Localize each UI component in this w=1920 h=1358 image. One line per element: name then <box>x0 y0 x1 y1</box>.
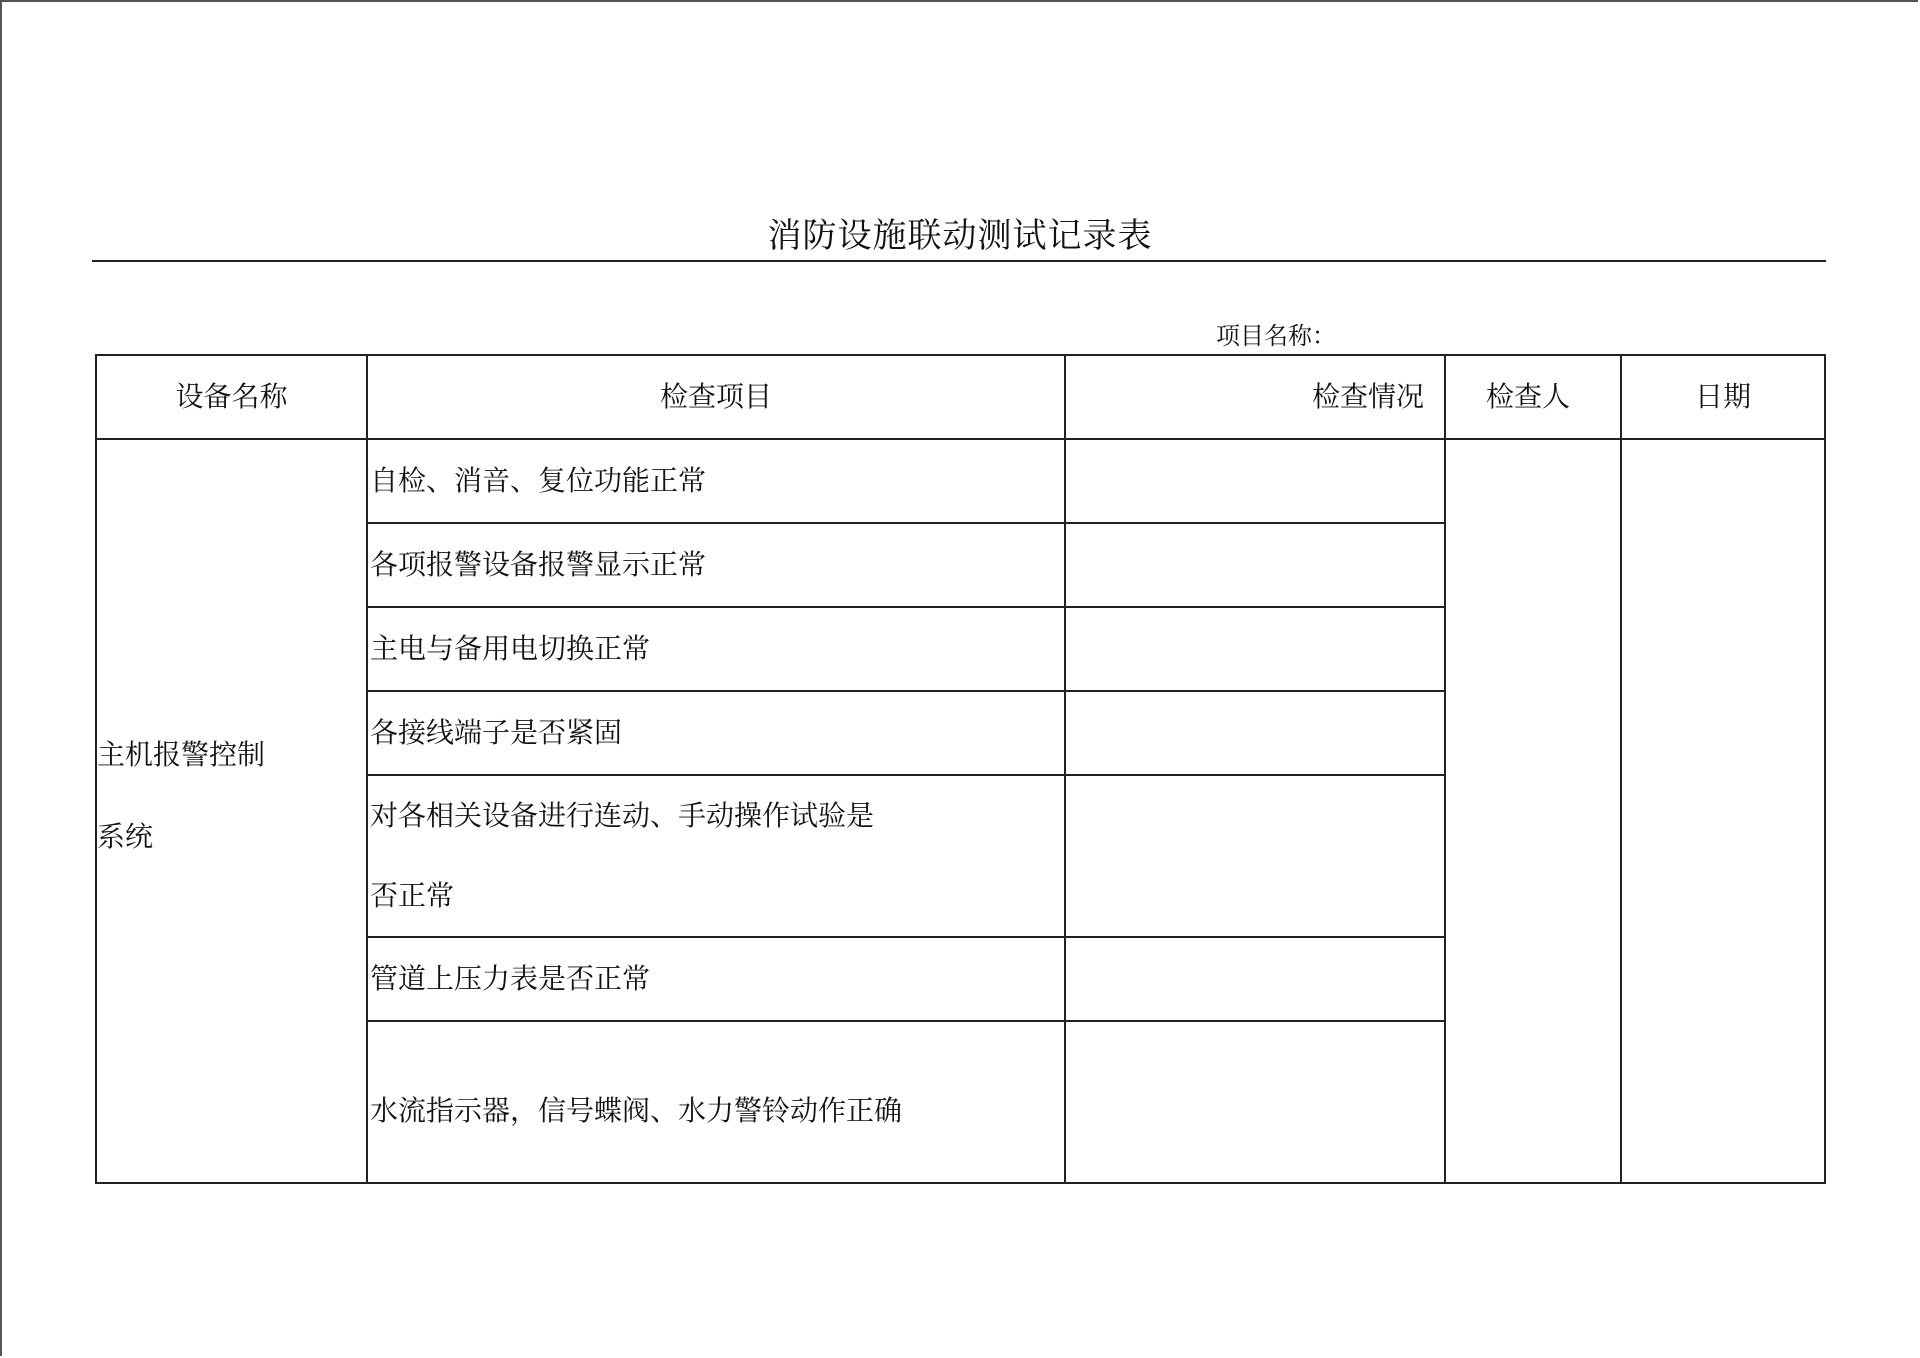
status-cell[interactable] <box>1065 775 1445 937</box>
header-equipment-name: 设备名称 <box>96 355 367 439</box>
check-item-cell: 各接线端子是否紧固 <box>367 691 1065 775</box>
status-cell[interactable] <box>1065 523 1445 607</box>
status-cell[interactable] <box>1065 937 1445 1021</box>
check-item-line1: 对各相关设备进行连动、手动操作试验是 <box>370 799 875 832</box>
equipment-name-line1: 主机报警控制 <box>97 738 266 771</box>
status-cell[interactable] <box>1065 1021 1445 1183</box>
table-row <box>96 439 1825 523</box>
check-item-line2: 否正常 <box>370 879 455 912</box>
status-cell[interactable] <box>1065 439 1445 523</box>
status-cell[interactable] <box>1065 607 1445 691</box>
check-item-cell: 水流指示器，信号蝶阀、水力警铃动作正确 <box>367 1021 1065 1183</box>
check-item-cell <box>367 775 1065 937</box>
header-inspector: 检查人 <box>1445 355 1621 439</box>
inspection-table <box>95 354 1826 1184</box>
status-cell[interactable] <box>1065 691 1445 775</box>
header-date: 日期 <box>1621 355 1825 439</box>
header-check-item: 检查项目 <box>367 355 1065 439</box>
project-name-label: 项目名称： <box>1216 322 1336 350</box>
header-row <box>96 355 1825 439</box>
header-check-status: 检查情况 <box>1065 355 1445 439</box>
document-title: 消防设施联动测试记录表 <box>767 216 1153 256</box>
inspector-cell[interactable] <box>1445 439 1621 1183</box>
equipment-name-line2: 系统 <box>97 820 154 853</box>
check-item-cell: 自检、消音、复位功能正常 <box>367 439 1065 523</box>
check-item-cell: 各项报警设备报警显示正常 <box>367 523 1065 607</box>
check-item-cell: 管道上压力表是否正常 <box>367 937 1065 1021</box>
equipment-name-cell <box>96 439 367 1183</box>
date-cell[interactable] <box>1621 439 1825 1183</box>
title-underline <box>92 260 1826 262</box>
check-item-cell: 主电与备用电切换正常 <box>367 607 1065 691</box>
